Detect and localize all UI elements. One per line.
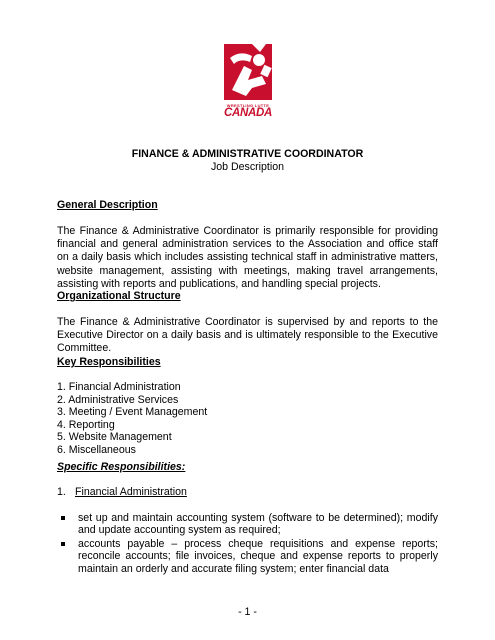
list-item: 4. Reporting [57,418,115,431]
bullet-text [78,538,438,575]
paragraph-line: The Finance & Administrative Coordinator is supervised by and reports to the [57,316,438,328]
organizational-structure-heading: Organizational Structure [57,290,181,302]
bullet-square-icon [61,516,65,520]
logo-small-text: WRESTLING LUTTE [226,103,270,108]
bullet-square-icon [61,542,65,546]
paragraph-line: Executive Director on a daily basis and is ultimately responsible to the Executive [57,329,438,342]
list-item: 1. Financial Administration [57,381,181,393]
bullet-item [57,538,438,578]
bullet-line: set up and maintain accounting system (software to be determined); modify [78,512,438,524]
bullet-line: maintain an orderly and accurate filing system; enter financial data [78,562,389,575]
list-item: 3. Meeting / Event Management [57,406,208,419]
page-number: - 1 - [238,606,257,618]
section-title: Financial Administration [75,486,187,498]
bullet-line: reconcile accounts; file invoices, cheque and expense reports to properly [78,550,438,563]
general-description-heading: General Description [57,199,158,211]
paragraph-line: assisting with reports and publications, and handling special projects. [57,277,381,290]
bullet-text [78,512,438,537]
logo-big-text: CANADA [223,107,273,119]
bullet-line: and update accounting system as required; [78,524,281,537]
paragraph-line: on a daily basis which includes assisting technical staff in administrative matters, [57,251,438,264]
paragraph-line: Committee. [57,342,112,355]
paragraph-line: financial and general administration services to the Association and office staff [57,238,438,251]
paragraph-line: The Finance & Administrative Coordinator is primarily responsible for providing [57,225,438,237]
document-subtitle: Job Description [210,161,284,173]
key-responsibilities-list [57,381,207,457]
document-title: FINANCE & ADMINISTRATIVE COORDINATOR [131,148,364,160]
wrestler-logo-icon [222,40,274,102]
organizational-structure-paragraph [57,316,438,356]
section-number: 1. [57,486,66,498]
list-item: 2. Administrative Services [57,393,179,406]
bullet-item [57,512,438,538]
bullet-line: accounts payable – process cheque requisitions and expense reports; [78,538,438,550]
key-responsibilities-heading: Key Responsibilities [57,356,161,368]
paragraph-line: website management, assisting with meetings, making travel arrangements, [57,264,438,277]
general-description-paragraph [57,225,438,291]
specific-responsibilities-heading: Specific Responsibilities: [57,461,186,473]
list-item: 6. Miscellaneous [57,443,136,456]
organization-logo [222,40,274,122]
list-item: 5. Website Management [57,431,172,444]
